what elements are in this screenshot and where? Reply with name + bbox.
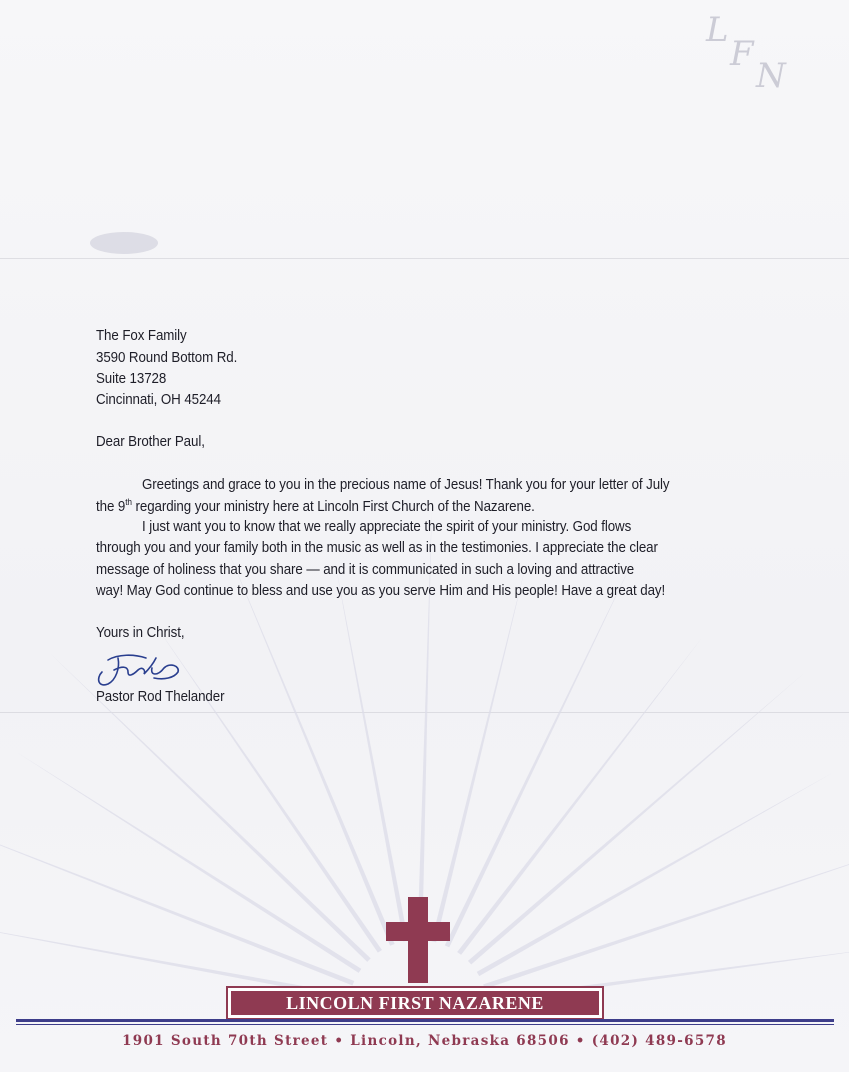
paragraph-2-line-1: I just want you to know that we really appreciate the spirit of your ministry. God flows	[142, 519, 632, 535]
sunburst-ray	[483, 843, 849, 989]
paragraph-2-line-4: way! May God continue to bless and use you as you serve Him and His people! Have a great day!	[96, 583, 666, 599]
church-name: LINCOLN FIRST NAZARENE	[231, 991, 599, 1015]
closing: Yours in Christ,	[96, 625, 185, 641]
sunburst-ray	[445, 555, 636, 947]
recipient-suite: Suite 13728	[96, 371, 167, 387]
signer-name: Pastor Rod Thelander	[96, 689, 225, 705]
church-address: 1901 South 70th Street • Lincoln, Nebraska 68506 • (402) 489-6578	[122, 1033, 727, 1049]
recipient-street: 3590 Round Bottom Rd.	[96, 350, 238, 366]
monogram-watermark: L F N	[706, 10, 786, 96]
sunburst-ray	[0, 819, 354, 986]
recipient-name: The Fox Family	[96, 328, 187, 344]
paragraph-1-line-1: Greetings and grace to you in the precious name of Jesus! Thank you for your letter of July	[142, 477, 670, 493]
paragraph-2-line-3: message of holiness that you share — and it is communicated in such a loving and attractive	[96, 562, 635, 578]
paragraph-2-line-2: through you and your family both in the music as well as in the testimonies. I appreciate the clear	[96, 540, 658, 556]
sunburst-ray	[334, 557, 408, 942]
recipient-city: Cincinnati, OH 45244	[96, 392, 221, 408]
cross-icon	[386, 897, 450, 983]
sunburst-ray	[468, 672, 805, 964]
sunburst-ray	[457, 638, 702, 955]
sunburst-ray	[18, 753, 362, 973]
church-name-banner	[226, 986, 604, 1020]
signature-icon	[94, 648, 194, 690]
salutation: Dear Brother Paul,	[96, 434, 205, 450]
footer-rule-thin	[16, 1024, 834, 1025]
paragraph-1-line-2: the 9th regarding your ministry here at Lincoln First Church of the Nazarene.	[96, 497, 535, 515]
footer-rule-top	[16, 1019, 834, 1022]
